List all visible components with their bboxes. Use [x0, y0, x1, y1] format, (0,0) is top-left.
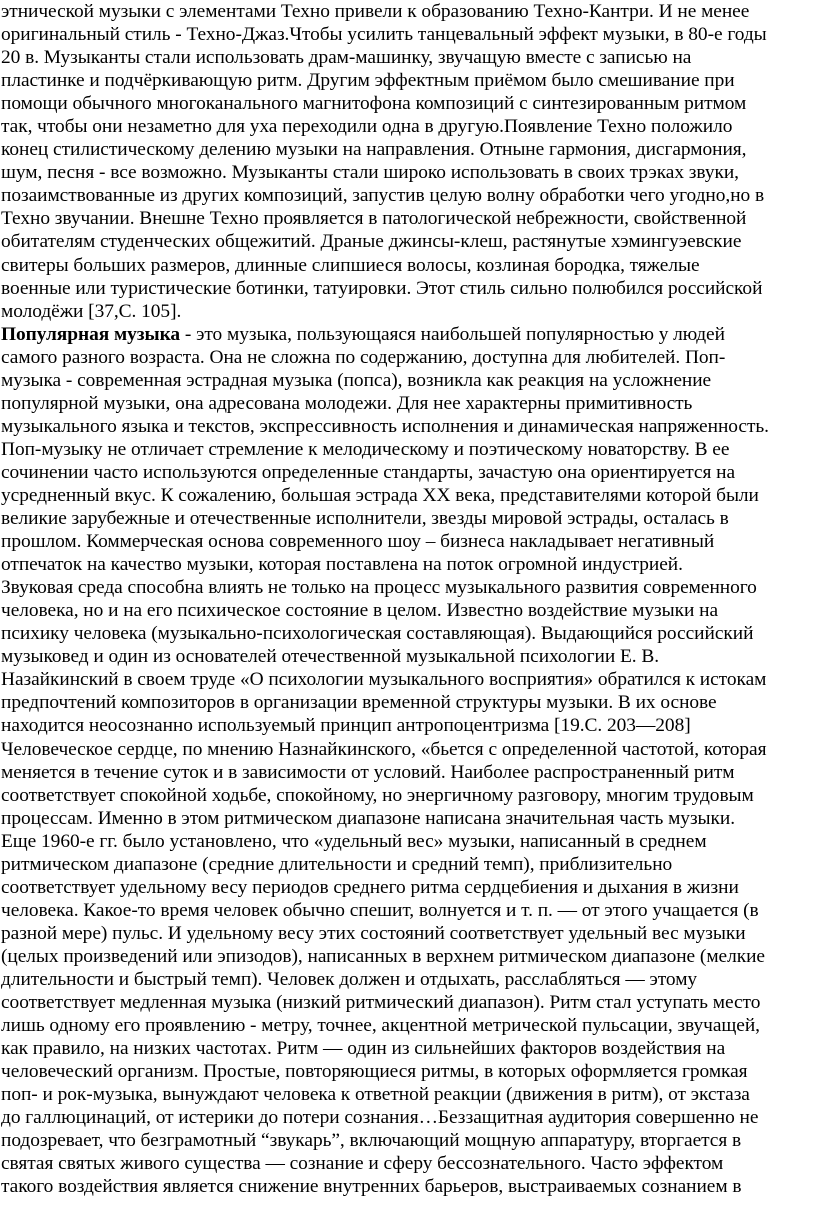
text-line [1, 207, 813, 230]
text-line [1, 300, 813, 323]
text-run: Назайкинский в своем труде «О психологии музыкального восприятия» обратился к истокам [1, 669, 767, 691]
text-line [1, 46, 813, 69]
text-run: самого разного возраста. Она не сложна по содержанию, доступна для любителей. Поп- [1, 346, 726, 368]
text-line [1, 184, 813, 207]
text-line [1, 230, 813, 253]
text-run: великие зарубежные и отечественные исполнители, звезды мировой эстрады, осталась в [1, 508, 729, 530]
text-run: как правило, на низких частотах. Ритм — один из сильнейших факторов воздействия на [1, 1038, 726, 1060]
text-run: такого воздействия является снижение внутренних барьеров, выстраиваемых сознанием в [1, 1176, 742, 1198]
text-line [1, 553, 813, 576]
text-line [1, 346, 813, 369]
text-line [1, 461, 813, 484]
text-line [1, 714, 813, 737]
text-run: военные или туристические ботинки, татуировки. Этот стиль сильно полюбился российской [1, 277, 763, 299]
text-line [1, 876, 813, 899]
text-line [1, 968, 813, 991]
text-run: человеческий организм. Простые, повторяющиеся ритмы, в которых оформляется громкая [1, 1061, 748, 1083]
text-run: человека. Какое-то время человек обычно спешит, волнуется и т. п. — от этого учащается (в [1, 899, 759, 921]
text-line [1, 0, 813, 23]
text-line [1, 691, 813, 714]
text-line [1, 761, 813, 784]
text-run: усредненный вкус. К сожалению, большая эстрада XX века, представителями которой были [1, 484, 759, 506]
text-line [1, 23, 813, 46]
text-line [1, 1060, 813, 1083]
text-run: меняется в течение суток и в зависимости от условий. Наиболее распространенный ритм [1, 761, 735, 783]
text-line [1, 899, 813, 922]
text-run: обитателям студенческих общежитий. Драные джинсы-клеш, растянутые хэмингуэевские [1, 231, 742, 253]
text-run: Человеческое сердце, по мнению Назнайкинского, «бьется с определенной частотой, которая [1, 738, 767, 760]
text-run: человека, но и на его психическое состояние в целом. Известно воздействие музыки на [1, 600, 718, 622]
text-run: психику человека (музыкально-психологическая составляющая). Выдающийся российский [1, 623, 754, 645]
text-line [1, 830, 813, 853]
text-line [1, 92, 813, 115]
text-run: процессам. Именно в этом ритмическом диапазоне написана значительная часть музыки. [1, 807, 736, 829]
text-run: отпечаток на качество музыки, которая поставлена на поток огромной индустрией. [1, 554, 683, 576]
text-run: (целых произведений или эпизодов), написанных в верхнем ритмическом диапазоне (мелкие [1, 945, 765, 967]
text-run: этнической музыки с элементами Техно привели к образованию Техно-Кантри. И не менее [1, 1, 750, 22]
text-line [1, 853, 813, 876]
text-line [1, 622, 813, 645]
text-run: находится неосознанно используемый принцип антропоцентризма [19.С. 203—208] [1, 715, 691, 737]
text-line [1, 415, 813, 438]
text-run: подозревает, что безграмотный “звукарь”, включающий мощную аппаратуру, вторгается в [1, 1130, 742, 1152]
text-line [1, 807, 813, 830]
text-line [1, 1106, 813, 1129]
text-run: Техно звучании. Внешне Техно проявляется в патологической небрежности, свойственной [1, 208, 747, 230]
text-line [1, 1083, 813, 1106]
text-run: сочинении часто используются определенные стандарты, зачастую она ориентируется на [1, 461, 736, 483]
text-line [1, 1129, 813, 1152]
text-run: конец стилистическому делению музыки на направления. Отныне гармония, дисгармония, [1, 139, 747, 161]
text-run: поп- и рок-музыка, вынуждают человека к ответной реакции (движения в ритм), от экстаза [1, 1084, 750, 1106]
text-run: молодёжи [37,С. 105]. [1, 300, 182, 322]
text-run: Звуковая среда способна влиять не только на процесс музыкального развития современного [1, 577, 757, 599]
text-line [1, 277, 813, 300]
text-run: музыка - современная эстрадная музыка (попса), возникла как реакция на усложнение [1, 369, 712, 391]
text-run: прошлом. Коммерческая основа современного шоу – бизнеса накладывает негативный [1, 531, 715, 553]
text-line [1, 69, 813, 92]
text-run: - это музыка, пользующаяся наибольшей популярностью у людей [180, 323, 725, 345]
text-run: святая святых живого существа — сознание и сферу бессознательного. Часто эффектом [1, 1153, 724, 1175]
text-line [1, 922, 813, 945]
text-run: оригинальный стиль - Техно-Джаз.Чтобы усилить танцевальный эффект музыки, в 80-е годы [1, 24, 767, 46]
text-line [1, 1175, 813, 1198]
text-line [1, 668, 813, 691]
text-run: шум, песня - все возможно. Музыканты стали широко использовать в своих трэках звуки, [1, 162, 739, 184]
text-line [1, 599, 813, 622]
text-run: 20 в. Музыканты стали использовать драм-машинку, звучащую вместе с записью на [1, 47, 692, 69]
text-line [1, 784, 813, 807]
text-line [1, 254, 813, 277]
text-run: соответствует спокойной ходьбе, спокойному, но энергичному разговору, многим трудовым [1, 784, 754, 806]
text-run: лишь одному его проявлению - метру, точнее, акцентной метрической пульсации, звучащей, [1, 1015, 760, 1037]
text-line [1, 323, 813, 346]
text-line [1, 1037, 813, 1060]
text-line [1, 392, 813, 415]
text-run: помощи обычного многоканального магнитофона композиций с синтезированным ритмом [1, 93, 747, 115]
text-run: соответствует удельному весу периодов среднего ритма сердцебиения и дыхания в жизни [1, 876, 739, 898]
text-line [1, 115, 813, 138]
text-line [1, 369, 813, 392]
text-line [1, 484, 813, 507]
text-run: Поп-музыку не отличает стремление к мелодическому и поэтическому новаторству. В ее [1, 438, 730, 460]
text-run: пластинке и подчёркивающую ритм. Другим эффектным приёмом было смешивание при [1, 70, 735, 92]
text-run: так, чтобы они незаметно для уха переходили одна в другую.Появление Техно положило [1, 116, 733, 138]
text-line [1, 530, 813, 553]
text-run: популярной музыки, она адресована молодежи. Для нее характерны примитивность [1, 392, 693, 414]
text-line [1, 1152, 813, 1175]
text-line [1, 738, 813, 761]
text-line [1, 507, 813, 530]
text-run: предпочтений композиторов в организации временной структуры музыки. В их основе [1, 692, 717, 714]
text-run: свитеры больших размеров, длинные слипшиеся волосы, козлиная бородка, тяжелые [1, 254, 700, 276]
text-line [1, 576, 813, 599]
text-run: длительности и быстрый темп). Человек должен и отдыхать, расслабляться — этому [1, 968, 698, 990]
text-line [1, 138, 813, 161]
term-heading: Популярная музыка [1, 323, 181, 345]
text-run: позаимствованные из других композиций, запустив целую волну обработки чего угодно,но в [1, 185, 765, 207]
text-line [1, 945, 813, 968]
text-run: соответствует медленная музыка (низкий ритмический диапазон). Ритм стал уступать место [1, 992, 761, 1014]
text-run: до галлюцинаций, от истерики до потери сознания…Беззащитная аудитория совершенно не [1, 1107, 759, 1129]
text-run: Еще 1960-е гг. было установлено, что «удельный вес» музыки, написанный в среднем [1, 830, 707, 852]
text-line [1, 161, 813, 184]
text-run: ритмическом диапазоне (средние длительности и средний темп), приблизительно [1, 853, 673, 875]
text-line [1, 991, 813, 1014]
text-run: музыковед и один из основателей отечественной музыкальной психологии Е. В. [1, 646, 660, 668]
text-run: музыкального языка и текстов, экспрессивность исполнения и динамическая напряженность. [1, 415, 769, 437]
text-line [1, 438, 813, 461]
text-line [1, 645, 813, 668]
text-line [1, 1014, 813, 1037]
text-run: разной мере) пульс. И удельному весу этих состояний соответствует удельный вес музыки [1, 922, 746, 944]
